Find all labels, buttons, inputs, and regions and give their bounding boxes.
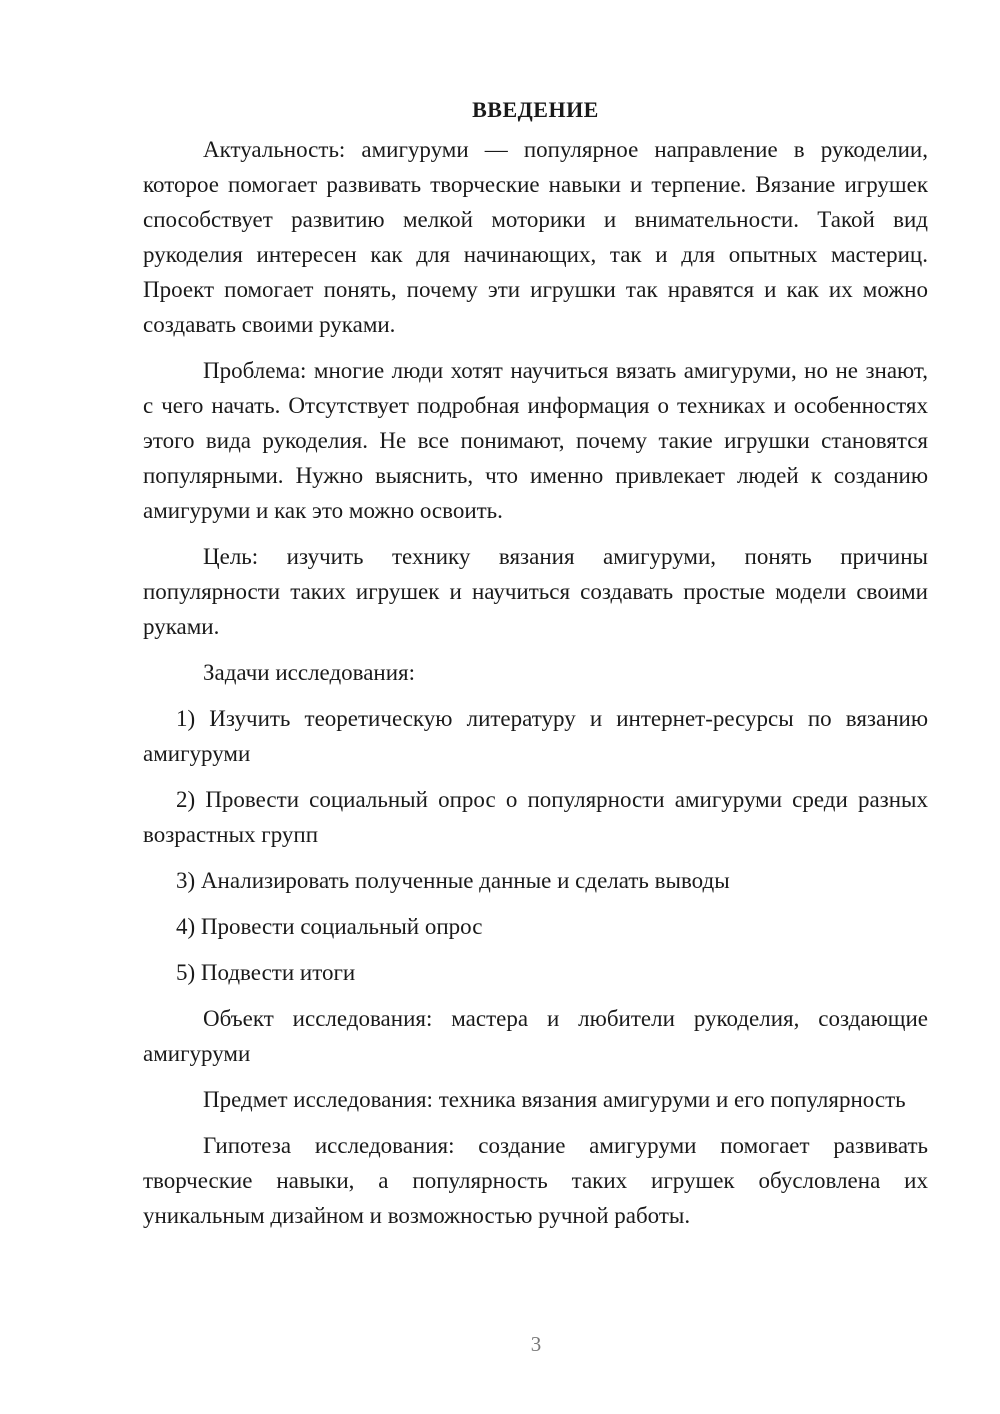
task-item: 3) Анализировать полученные данные и сделать выводы: [176, 868, 730, 893]
task-item: 1) Изучить теоретическую литературу и интернет-ресурсы по вязанию амигуруми: [143, 706, 928, 766]
goal-paragraph: Цель: изучить технику вязания амигуруми, понять причины популярности таких игрушек и научиться создавать простые модели своими руками.: [143, 544, 928, 639]
page-content: [143, 92, 928, 1244]
problem-paragraph: Проблема: многие люди хотят научиться вязать амигуруми, но не знают, с чего начать. Отсутствует подробная информация о техниках и особенностях этого вида рукоделия. Не все понимают, почему такие игрушки становятся популярными. Нужно выяснить, что именно привлекает людей к созданию амигуруми и как это можно освоить.: [143, 358, 928, 523]
page-number: 3: [530, 1332, 542, 1356]
task-item: 4) Провести социальный опрос: [176, 914, 483, 939]
section-heading: ВВЕДЕНИЕ: [472, 97, 599, 122]
tasks-title: Задачи исследования:: [203, 660, 416, 685]
hypothesis-paragraph: Гипотеза исследования: создание амигуруми помогает развивать творческие навыки, а популярность таких игрушек обусловлена их уникальным дизайном и возможностью ручной работы.: [143, 1133, 928, 1228]
subject-paragraph: Предмет исследования: техника вязания амигуруми и его популярность: [203, 1087, 906, 1112]
tasks-list: [143, 701, 928, 990]
object-paragraph: Объект исследования: мастера и любители рукоделия, создающие амигуруми: [143, 1006, 928, 1066]
task-item: 5) Подвести итоги: [176, 960, 356, 985]
task-item: 2) Провести социальный опрос о популярности амигуруми среди разных возрастных групп: [143, 787, 928, 847]
relevance-paragraph: Актуальность: амигуруми — популярное направление в рукоделии, которое помогает развивать творческие навыки и терпение. Вязание игрушек способствует развитию мелкой моторики и внимательности. Такой вид рукоделия интересен как для начинающих, так и для опытных мастериц. Проект помогает понять, почему эти игрушки так нравятся и как их можно создавать своими руками.: [143, 137, 928, 337]
